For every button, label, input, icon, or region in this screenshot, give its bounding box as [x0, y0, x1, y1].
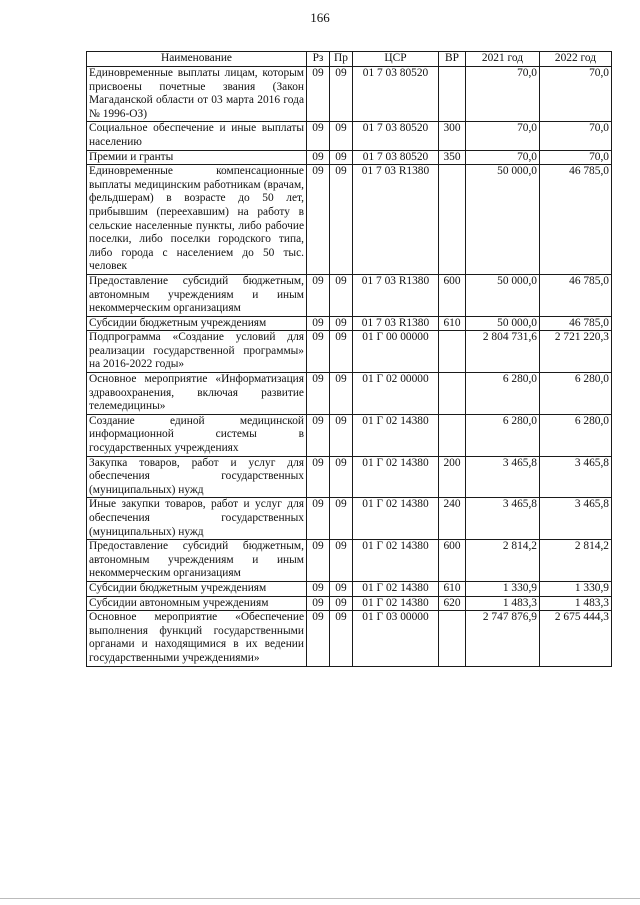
cell-name: Социальное обеспечение и иные выплаты населению	[87, 122, 307, 150]
cell-rz: 09	[307, 540, 330, 582]
table-row	[87, 456, 612, 498]
cell-vr: 610	[439, 581, 466, 596]
cell-2021: 50 000,0	[466, 165, 540, 275]
cell-name: Субсидии бюджетным учреждениям	[87, 316, 307, 331]
header-vr: ВР	[439, 52, 466, 67]
cell-vr: 300	[439, 122, 466, 150]
table-row	[87, 581, 612, 596]
cell-pr: 09	[330, 316, 353, 331]
cell-rz: 09	[307, 414, 330, 456]
cell-name: Закупка товаров, работ и услуг для обеспечения государственных (муниципальных) нужд	[87, 456, 307, 498]
cell-vr: 240	[439, 498, 466, 540]
table-row	[87, 611, 612, 666]
table-header-row	[87, 52, 612, 67]
cell-vr	[439, 67, 466, 122]
table-row	[87, 540, 612, 582]
cell-name: Предоставление субсидий бюджетным, автономным учреждениям и иным некоммерческим организациям	[87, 540, 307, 582]
cell-2022: 2 814,2	[540, 540, 612, 582]
cell-csr: 01 Г 00 00000	[353, 331, 439, 373]
cell-2022: 70,0	[540, 150, 612, 165]
cell-2021: 6 280,0	[466, 373, 540, 415]
cell-2021: 70,0	[466, 67, 540, 122]
header-2021: 2021 год	[466, 52, 540, 67]
cell-2021: 2 804 731,6	[466, 331, 540, 373]
cell-2022: 1 330,9	[540, 581, 612, 596]
bottom-scan-edge	[0, 898, 640, 899]
table-row	[87, 498, 612, 540]
cell-vr: 600	[439, 540, 466, 582]
table-row	[87, 373, 612, 415]
cell-pr: 09	[330, 373, 353, 415]
cell-2021: 6 280,0	[466, 414, 540, 456]
table-row	[87, 274, 612, 316]
cell-csr: 01 7 03 R1380	[353, 274, 439, 316]
cell-vr	[439, 331, 466, 373]
cell-pr: 09	[330, 331, 353, 373]
cell-name: Единовременные компенсационные выплаты медицинским работникам (врачам, фельдшерам) в возрасте до 50 лет, прибывшим (переехавшим) на работу в сельские населенные пункты, либо рабочие поселки, либо поселки городского типа, либо города с населением до 50 тыс. человек	[87, 165, 307, 275]
cell-vr: 200	[439, 456, 466, 498]
cell-vr: 620	[439, 596, 466, 611]
cell-rz: 09	[307, 67, 330, 122]
cell-name: Подпрограмма «Создание условий для реализации государственной программы» на 2016-2022 годы»	[87, 331, 307, 373]
cell-rz: 09	[307, 165, 330, 275]
cell-pr: 09	[330, 150, 353, 165]
table-row	[87, 67, 612, 122]
cell-pr: 09	[330, 67, 353, 122]
cell-csr: 01 Г 02 14380	[353, 596, 439, 611]
cell-vr	[439, 414, 466, 456]
table-row	[87, 331, 612, 373]
cell-vr: 350	[439, 150, 466, 165]
cell-2021: 70,0	[466, 150, 540, 165]
header-name: Наименование	[87, 52, 307, 67]
cell-2021: 1 330,9	[466, 581, 540, 596]
cell-2022: 70,0	[540, 122, 612, 150]
cell-2022: 2 721 220,3	[540, 331, 612, 373]
cell-rz: 09	[307, 611, 330, 666]
cell-2022: 6 280,0	[540, 373, 612, 415]
cell-pr: 09	[330, 581, 353, 596]
cell-2022: 46 785,0	[540, 274, 612, 316]
cell-csr: 01 Г 02 14380	[353, 498, 439, 540]
page-number: 166	[310, 10, 330, 25]
cell-2021: 1 483,3	[466, 596, 540, 611]
table-row	[87, 165, 612, 275]
cell-pr: 09	[330, 165, 353, 275]
cell-csr: 01 7 03 80520	[353, 67, 439, 122]
cell-vr: 600	[439, 274, 466, 316]
cell-2021: 2 814,2	[466, 540, 540, 582]
cell-pr: 09	[330, 540, 353, 582]
cell-pr: 09	[330, 414, 353, 456]
cell-name: Создание единой медицинской информационной системы в государственных учреждениях	[87, 414, 307, 456]
cell-rz: 09	[307, 122, 330, 150]
cell-csr: 01 Г 03 00000	[353, 611, 439, 666]
cell-rz: 09	[307, 498, 330, 540]
table-row	[87, 596, 612, 611]
cell-name: Субсидии автономным учреждениям	[87, 596, 307, 611]
cell-name: Основное мероприятие «Обеспечение выполнения функций государственными органами и находящимися в их ведении государственными учреждениями»	[87, 611, 307, 666]
cell-name: Единовременные выплаты лицам, которым присвоены почетные звания (Закон Магаданской области от 03 марта 2016 года № 1996-ОЗ)	[87, 67, 307, 122]
cell-csr: 01 Г 02 00000	[353, 373, 439, 415]
cell-vr: 610	[439, 316, 466, 331]
cell-2022: 3 465,8	[540, 498, 612, 540]
cell-pr: 09	[330, 274, 353, 316]
cell-2021: 50 000,0	[466, 274, 540, 316]
cell-rz: 09	[307, 373, 330, 415]
cell-csr: 01 Г 02 14380	[353, 414, 439, 456]
cell-csr: 01 Г 02 14380	[353, 581, 439, 596]
cell-csr: 01 Г 02 14380	[353, 540, 439, 582]
cell-rz: 09	[307, 596, 330, 611]
cell-2022: 3 465,8	[540, 456, 612, 498]
cell-2022: 2 675 444,3	[540, 611, 612, 666]
table-row	[87, 122, 612, 150]
cell-name: Премии и гранты	[87, 150, 307, 165]
cell-2022: 46 785,0	[540, 316, 612, 331]
cell-rz: 09	[307, 274, 330, 316]
cell-2022: 6 280,0	[540, 414, 612, 456]
cell-rz: 09	[307, 456, 330, 498]
cell-csr: 01 7 03 R1380	[353, 165, 439, 275]
cell-pr: 09	[330, 456, 353, 498]
header-rz: Рз	[307, 52, 330, 67]
cell-rz: 09	[307, 316, 330, 331]
table-row	[87, 414, 612, 456]
cell-name: Иные закупки товаров, работ и услуг для обеспечения государственных (муниципальных) нужд	[87, 498, 307, 540]
table-row	[87, 316, 612, 331]
cell-name: Предоставление субсидий бюджетным, автономным учреждениям и иным некоммерческим организациям	[87, 274, 307, 316]
cell-vr	[439, 165, 466, 275]
cell-csr: 01 7 03 80520	[353, 150, 439, 165]
cell-2022: 46 785,0	[540, 165, 612, 275]
cell-rz: 09	[307, 150, 330, 165]
cell-vr	[439, 373, 466, 415]
cell-pr: 09	[330, 122, 353, 150]
header-pr: Пр	[330, 52, 353, 67]
budget-table	[86, 51, 612, 667]
cell-2022: 1 483,3	[540, 596, 612, 611]
cell-pr: 09	[330, 498, 353, 540]
cell-rz: 09	[307, 581, 330, 596]
cell-2021: 50 000,0	[466, 316, 540, 331]
cell-2022: 70,0	[540, 67, 612, 122]
cell-csr: 01 7 03 80520	[353, 122, 439, 150]
cell-rz: 09	[307, 331, 330, 373]
table-row	[87, 150, 612, 165]
cell-vr	[439, 611, 466, 666]
header-csr: ЦСР	[353, 52, 439, 67]
cell-pr: 09	[330, 596, 353, 611]
cell-2021: 3 465,8	[466, 456, 540, 498]
cell-name: Субсидии бюджетным учреждениям	[87, 581, 307, 596]
cell-csr: 01 Г 02 14380	[353, 456, 439, 498]
cell-2021: 3 465,8	[466, 498, 540, 540]
cell-name: Основное мероприятие «Информатизация здравоохранения, включая развитие телемедицины»	[87, 373, 307, 415]
cell-2021: 70,0	[466, 122, 540, 150]
header-2022: 2022 год	[540, 52, 612, 67]
cell-pr: 09	[330, 611, 353, 666]
cell-csr: 01 7 03 R1380	[353, 316, 439, 331]
cell-2021: 2 747 876,9	[466, 611, 540, 666]
